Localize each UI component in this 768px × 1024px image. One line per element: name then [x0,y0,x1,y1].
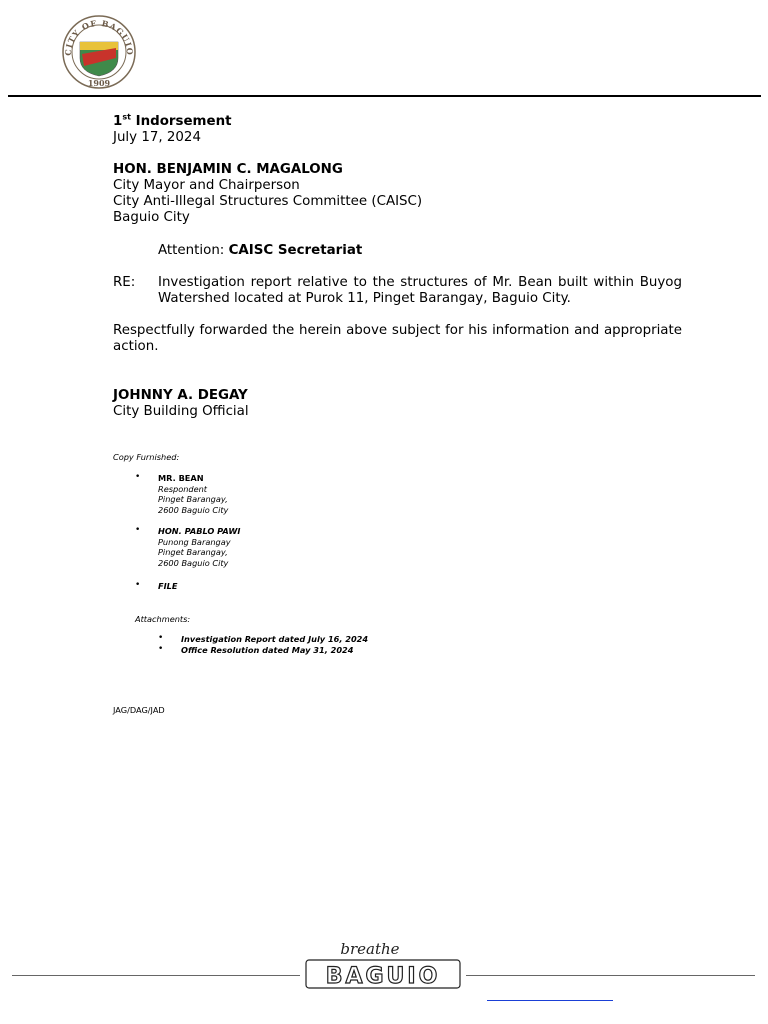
cc-recipient-line: 2600 Baguio City [158,557,229,568]
attachment-item: Investigation Report dated July 16, 2024 [181,634,369,644]
attention-label: Attention: [158,243,225,258]
signatory-name: JOHNNY A. DEGAY [113,388,248,403]
bullet-icon: • [158,633,164,643]
attachments-label: Attachments: [135,614,191,624]
cc-recipient-name: MR. BEAN [158,473,204,483]
bullet-icon: • [135,525,141,535]
addressee-line3: Baguio City [113,210,190,225]
attention-line [158,243,362,259]
footer-link-underline[interactable] [487,1000,613,1001]
logo-script-text: breathe [340,940,400,958]
bullet-icon: • [135,580,141,590]
indorsement-number: 1 [113,114,123,129]
cc-recipient-line: Respondent [158,483,208,494]
reference-initials: JAG/DAG/JAD [113,705,165,715]
cc-recipient-line: Pinget Barangay, [158,494,228,505]
seal-year: 1909 [87,78,111,88]
city-seal [54,14,144,90]
cc-recipient-line: Punong Barangay [158,536,231,547]
cc-recipient [158,473,228,515]
attachment-item: Office Resolution dated May 31, 2024 [181,645,354,655]
cc-recipient-line: Pinget Barangay, [158,547,228,558]
addressee-line2: City Anti-Illegal Structures Committee (CAISC) [113,194,423,209]
body-paragraph: Respectfully forwarded the herein above subject for his information and appropriate action. [113,323,682,354]
header-divider [8,95,761,97]
document-date: July 17, 2024 [113,130,201,145]
copy-furnished-label: Copy Furnished: [113,452,180,462]
re-text: Investigation report relative to the structures of Mr. Bean built within Buyog Watershed located at Purok 11, Pinget Barangay, Baguio City. [158,275,682,306]
cc-recipient-name: FILE [158,581,178,591]
cc-recipient-name: HON. PABLO PAWI [158,526,241,536]
re-label: RE: [113,275,136,290]
signatory-title: City Building Official [113,404,249,419]
indorsement-heading [113,114,232,130]
cc-recipient [158,526,240,568]
bullet-icon: • [135,472,141,482]
addressee-line1: City Mayor and Chairperson [113,178,300,193]
attention-value: CAISC Secretariat [228,243,363,258]
cc-recipient-line: 2600 Baguio City [158,504,229,515]
addressee-name: HON. BENJAMIN C. MAGALONG [113,162,343,177]
indorsement-suffix: st [122,112,131,122]
logo-word-text: BAGUIO [325,964,441,989]
indorsement-word: Indorsement [135,114,232,129]
bullet-icon: • [158,644,164,654]
breathe-baguio-logo [300,938,466,994]
seal-ring-text: CITY OF BAGUIO [62,17,136,57]
